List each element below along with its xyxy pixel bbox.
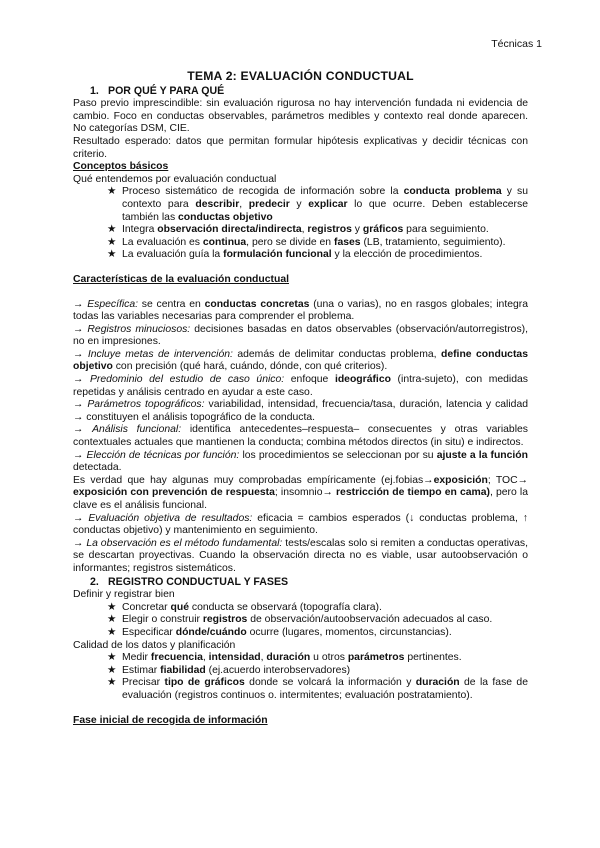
caracteristica-parametros: → Parámetros topográficos: variabilidad, intensidad, frecuencia/tasa, duración, latencia y calidad → constituyen el análisis topográfico de la conducta. xyxy=(73,399,529,423)
section2-title: REGISTRO CONDUCTUAL Y FASES xyxy=(108,575,289,588)
section2-intro-2: Calidad de los datos y planificación xyxy=(73,639,236,651)
star-icon: ★ xyxy=(107,186,117,198)
conceptos-heading: Conceptos básicos xyxy=(73,161,169,173)
page-header-label: Técnicas 1 xyxy=(491,38,542,50)
list-item: ★ Medir frecuencia, intensidad, duración u otros parámetros pertinentes. xyxy=(107,652,462,664)
section1-paragraph-1: Paso previo imprescindible: sin evaluación rigurosa no hay intervención fundada ni evidencia de cambio. Foco en conductas observables, parámetros medibles y contexto real donde aparecen. No categorías DSM, CIE. xyxy=(73,98,528,135)
list-item: ★ Concretar qué conducta se observará (topografía clara). xyxy=(107,601,382,613)
caracteristica-registros: → Registros minuciosos: decisiones basadas en datos observables (observación/autorregistros), no en impresiones. xyxy=(73,323,528,348)
caracteristica-metas: → Incluye metas de intervención: además de delimitar conductas problema, define conductas objetivo con precisión (qué hará, cuándo, dónde, con qué criterios). xyxy=(73,348,528,373)
list-item: ★ Integra observación directa/indirecta, registros y gráficos para seguimiento. xyxy=(107,224,489,236)
star-icon: ★ xyxy=(107,601,117,613)
star-icon: ★ xyxy=(107,677,117,689)
star-icon: ★ xyxy=(107,652,117,664)
star-icon: ★ xyxy=(107,626,117,638)
section1-number: 1. xyxy=(90,84,99,97)
star-icon: ★ xyxy=(107,224,117,236)
section2-number: 2. xyxy=(90,575,99,588)
star-icon: ★ xyxy=(107,249,117,261)
caracteristica-analisis-funcional: → Análisis funcional: identifica antecedentes–respuesta– consecuentes y otras variables contextuales actuales que mantienen la conducta; combina métodos directos (in situ) e indirectos. xyxy=(73,424,528,449)
caracteristica-eleccion-tecnicas: → Elección de técnicas por función: los procedimientos se seleccionan por su ajuste a la función detectada. xyxy=(73,449,529,474)
section2-heading xyxy=(73,576,528,589)
section1-heading xyxy=(73,85,528,98)
caracteristica-caso-unico: → Predominio del estudio de caso único: enfoque ideográfico (intra-sujeto), con medidas repetidas y análisis centrado en ayudar a este caso. xyxy=(73,374,528,398)
list-item: ★ La evaluación es continua, pero se divide en fases (LB, tratamiento, seguimiento). xyxy=(107,236,506,248)
list-item: ★ La evaluación guía la formulación funcional y la elección de procedimientos. xyxy=(107,249,483,261)
star-icon: ★ xyxy=(107,236,117,248)
document-body xyxy=(73,70,528,727)
evidencia-empirica-paragraph: Es verdad que hay algunas muy comprobadas empíricamente (ej.fobias→exposición; TOC→ exposición con prevención de respuesta; insomnio→ restricción de tiempo en cama), pero la clave es el análisis funcional. xyxy=(73,474,529,511)
list-item: ★ Elegir o construir registros de observación/autoobservación adecuados al caso. xyxy=(107,614,493,626)
calidad-bullet-list xyxy=(73,652,528,702)
caracteristica-evaluacion-objetiva: → Evaluación objetiva de resultados: eficacia = cambios esperados (↓ conductas problema, ↑ conductas objetivo) y mantenimiento en seguimiento. xyxy=(73,512,528,537)
section2-intro-1: Definir y registrar bien xyxy=(73,589,175,601)
registro-bullet-list xyxy=(73,602,528,640)
list-item: ★ Estimar fiabilidad (ej.acuerdo interobservadores) xyxy=(107,664,351,676)
section1-title: POR QUÉ Y PARA QUÉ xyxy=(108,84,225,97)
conceptos-intro: Qué entendemos por evaluación conductual xyxy=(73,173,277,185)
fase-inicial-heading: Fase inicial de recogida de información xyxy=(73,714,268,726)
star-icon: ★ xyxy=(107,664,117,676)
conceptos-bullet-list xyxy=(73,186,528,262)
caracteristica-especifica: → Específica: se centra en conductas concretas (una o varias), no en rasgos globales; integra todas las variables necesarias para comprender el problema. xyxy=(73,298,529,323)
caracteristicas-heading: Características de la evaluación conductual xyxy=(73,273,289,285)
list-item: ★ Proceso sistemático de recogida de información sobre la conducta problema y su contexto para describir, predecir y explicar lo que ocurre. Deben establecerse también las conductas objetivo xyxy=(107,186,528,223)
list-item: ★ Especificar dónde/cuándo ocurre (lugares, momentos, circunstancias). xyxy=(107,626,452,638)
section1-paragraph-2: Resultado esperado: datos que permitan formular hipótesis explicativas y decidir técnicas con criterio. xyxy=(73,135,528,160)
document-title: TEMA 2: EVALUACIÓN CONDUCTUAL xyxy=(187,69,414,83)
caracteristica-observacion: → La observación es el método fundamental: tests/escalas solo si remiten a conductas operativas, se descartan proyectivas. Cuando la observación directa no es viable, usar autoobservación o informantes; registros sistemáticos. xyxy=(73,537,528,574)
star-icon: ★ xyxy=(107,614,117,626)
list-item: ★ Precisar tipo de gráficos donde se volcará la información y duración de la fase de evaluación (registros continuos o. intermitentes; evaluación postratamiento). xyxy=(107,677,528,701)
